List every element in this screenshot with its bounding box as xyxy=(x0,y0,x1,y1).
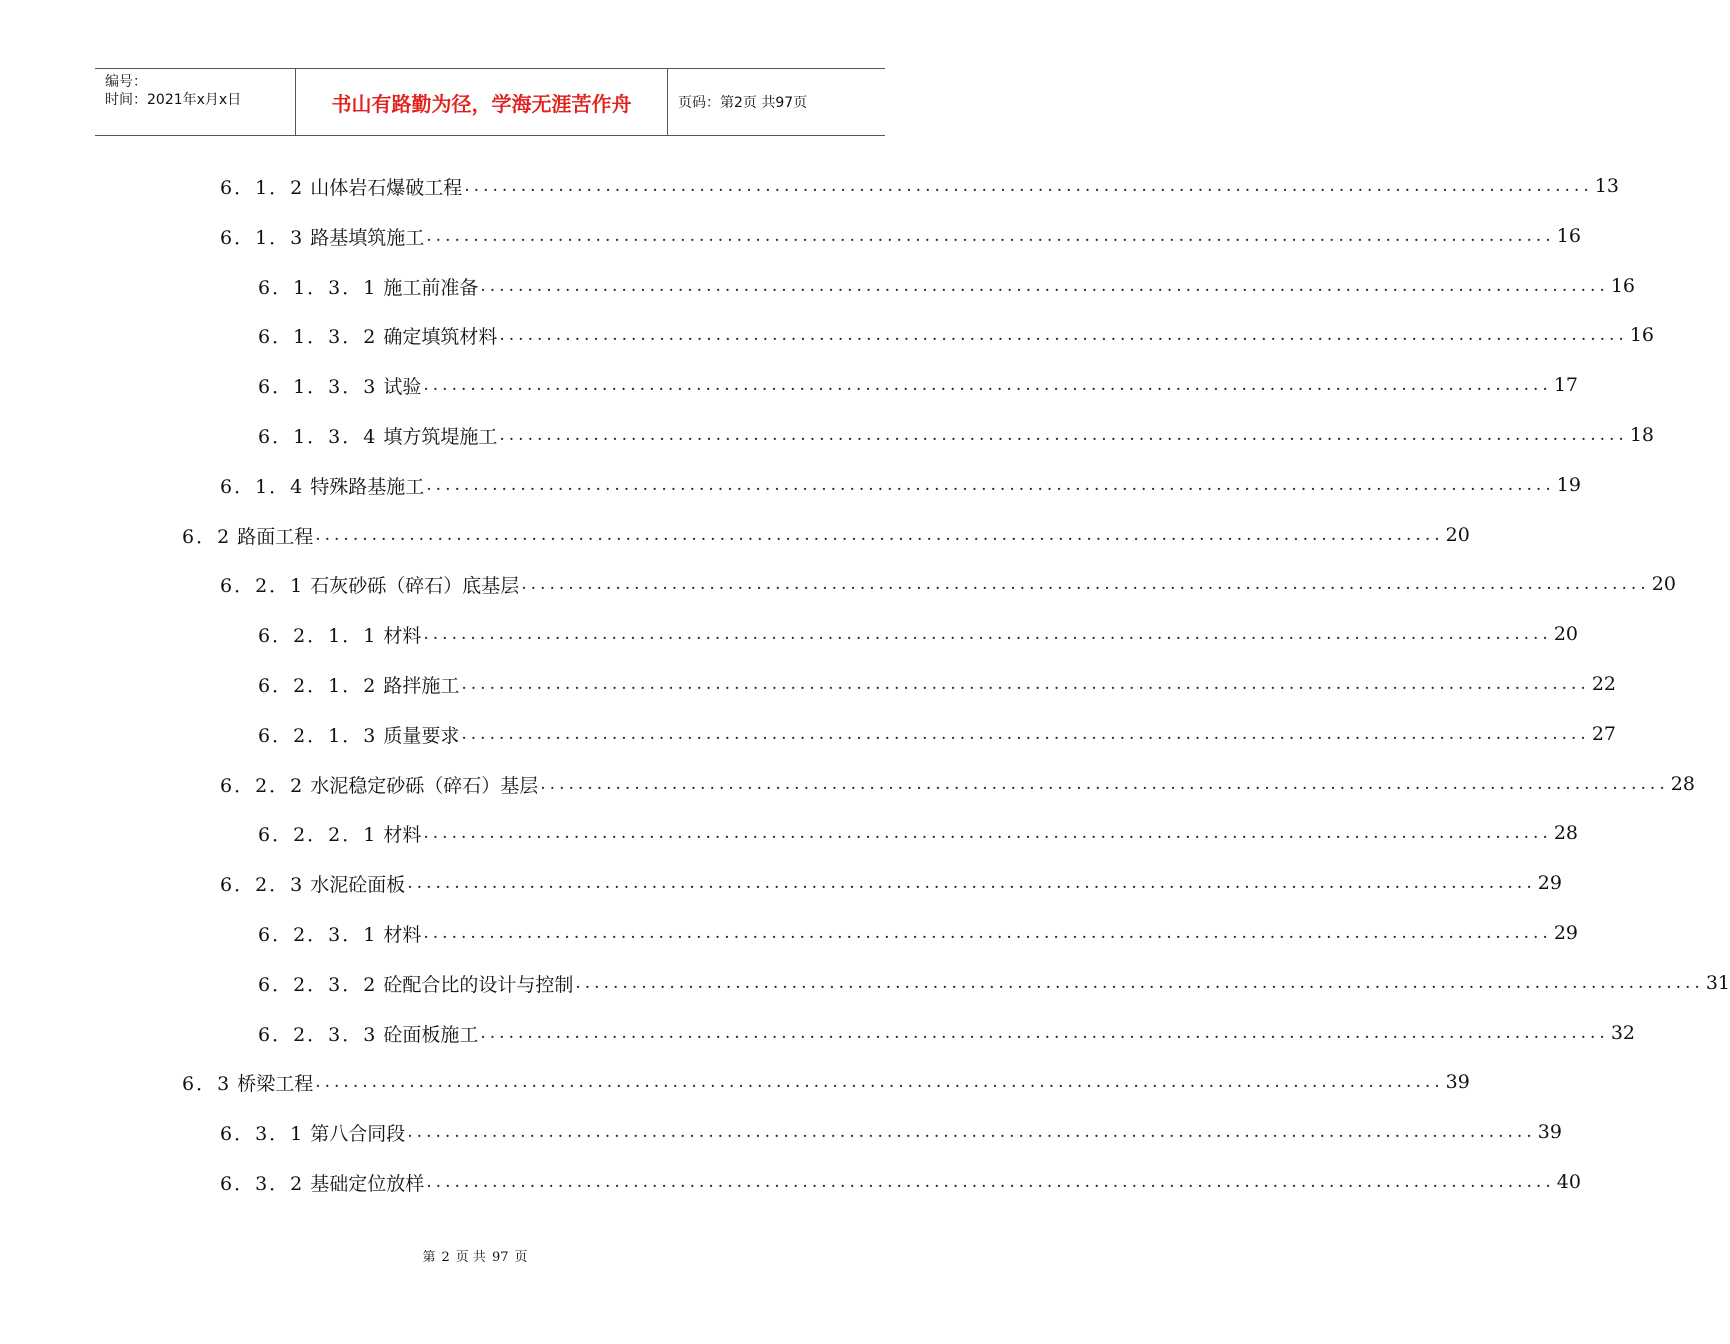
toc-entry-title: 山体岩石爆破工程 xyxy=(310,176,463,199)
header-number-label: 编号： xyxy=(105,74,147,90)
toc-entry-page: 39 xyxy=(1537,1121,1562,1143)
toc-entry-page: 22 xyxy=(1591,673,1617,695)
toc-dot-leader: ........................................................................................................................ xyxy=(315,1072,1444,1092)
footer-total-pages: 97 xyxy=(491,1250,509,1265)
toc-entry-page: 28 xyxy=(1670,773,1695,795)
toc-entry[interactable] xyxy=(220,470,1581,500)
toc-entry[interactable] xyxy=(258,918,1579,948)
toc-entry[interactable] xyxy=(258,619,1579,649)
toc-entry[interactable] xyxy=(258,271,1636,301)
toc-entry[interactable] xyxy=(220,221,1581,251)
toc-entry-title: 砼面板施工 xyxy=(383,1023,479,1046)
toc-entry[interactable] xyxy=(258,320,1655,350)
toc-entry[interactable] xyxy=(220,171,1619,201)
toc-entry-number: 6．2．1．2 xyxy=(258,674,378,697)
toc-entry-title: 质量要求 xyxy=(383,724,460,747)
toc-entry-title: 桥梁工程 xyxy=(237,1072,314,1095)
toc-entry[interactable] xyxy=(220,769,1695,799)
toc-entry-number: 6．1．3．4 xyxy=(258,425,378,448)
toc-entry-page: 20 xyxy=(1651,573,1676,595)
footer-prefix: 第 xyxy=(422,1250,436,1265)
toc-dot-leader: ........................................................................................................................ xyxy=(407,1122,1536,1142)
toc-entry-number: 6．3．2 xyxy=(220,1172,305,1195)
toc-dot-leader: ........................................................................................................................ xyxy=(423,624,1552,644)
toc-entry-title: 确定填筑材料 xyxy=(383,325,498,348)
toc-entry-page: 27 xyxy=(1591,723,1617,745)
toc-entry-number: 6．1．3．1 xyxy=(258,276,378,299)
toc-entry-number: 6．2．1．1 xyxy=(258,624,378,647)
toc-entry[interactable] xyxy=(258,420,1655,450)
toc-entry[interactable] xyxy=(258,818,1579,848)
toc-entry[interactable] xyxy=(258,1018,1636,1048)
toc-entry[interactable] xyxy=(220,1117,1562,1147)
toc-dot-leader: ........................................................................................................................ xyxy=(315,525,1444,545)
toc-entry[interactable] xyxy=(258,968,1730,998)
toc-entry-page: 32 xyxy=(1610,1022,1636,1044)
toc-dot-leader: ........................................................................................................................ xyxy=(426,226,1555,246)
toc-entry-title: 材料 xyxy=(383,823,422,846)
page-footer xyxy=(0,1246,950,1265)
toc-dot-leader: ........................................................................................................................ xyxy=(461,674,1590,694)
toc-entry-title: 石灰砂砾（碎石）底基层 xyxy=(310,574,520,597)
toc-entry-number: 6．2．3．3 xyxy=(258,1023,378,1046)
footer-suffix: 页 xyxy=(514,1250,528,1265)
toc-entry-number: 6．1．4 xyxy=(220,475,305,498)
toc-entry-page: 20 xyxy=(1445,524,1470,546)
toc-entry[interactable] xyxy=(220,569,1676,599)
header-motto: 书山有路勤为径，学海无涯苦作舟 xyxy=(296,69,668,135)
toc-dot-leader: ........................................................................................................................ xyxy=(499,425,1628,445)
toc-entry-number: 6．2．1 xyxy=(220,574,305,597)
toc-dot-leader: ........................................................................................................................ xyxy=(499,325,1628,345)
toc-entry-number: 6．2．1．3 xyxy=(258,724,378,747)
toc-dot-leader: ........................................................................................................................ xyxy=(407,873,1536,893)
toc-entry-title: 填方筑堤施工 xyxy=(383,425,498,448)
toc-entry-number: 6．1．3．2 xyxy=(258,325,378,348)
toc-entry-title: 砼配合比的设计与控制 xyxy=(383,973,574,996)
toc-entry-title: 路拌施工 xyxy=(383,674,460,697)
toc-entry[interactable] xyxy=(182,520,1470,550)
toc-dot-leader: ........................................................................................................................ xyxy=(423,923,1552,943)
toc-entry[interactable] xyxy=(182,1067,1470,1097)
toc-entry-number: 6．2 xyxy=(182,525,232,548)
toc-dot-leader: ........................................................................................................................ xyxy=(426,1172,1555,1192)
toc-entry-page: 13 xyxy=(1594,175,1619,197)
toc-entry-title: 第八合同段 xyxy=(310,1122,406,1145)
toc-entry-page: 16 xyxy=(1629,324,1655,346)
toc-dot-leader: ........................................................................................................................ xyxy=(521,574,1650,594)
toc-entry-title: 路基填筑施工 xyxy=(310,226,425,249)
toc-entry[interactable] xyxy=(258,370,1579,400)
toc-entry-title: 材料 xyxy=(383,624,422,647)
toc-entry-title: 基础定位放样 xyxy=(310,1172,425,1195)
toc-entry-number: 6．1．3．3 xyxy=(258,375,378,398)
toc-entry-page: 29 xyxy=(1553,922,1579,944)
toc-entry-number: 6．1．2 xyxy=(220,176,305,199)
toc-entry-page: 19 xyxy=(1556,474,1581,496)
toc-dot-leader: ........................................................................................................................ xyxy=(426,475,1555,495)
toc-entry[interactable] xyxy=(220,868,1562,898)
toc-entry[interactable] xyxy=(220,1167,1581,1197)
toc-dot-leader: ........................................................................................................................ xyxy=(423,823,1552,843)
toc-entry[interactable] xyxy=(258,669,1617,699)
toc-dot-leader: ........................................................................................................................ xyxy=(480,276,1609,296)
toc-entry-title: 特殊路基施工 xyxy=(310,475,425,498)
toc-dot-leader: ........................................................................................................................ xyxy=(423,375,1552,395)
toc-entry-page: 20 xyxy=(1553,623,1579,645)
toc-entry-number: 6．1．3 xyxy=(220,226,305,249)
header-meta xyxy=(95,69,296,135)
toc-entry-number: 6．3．1 xyxy=(220,1122,305,1145)
header-time-label: 时间：2021年x月x日 xyxy=(105,92,242,108)
toc-entry-page: 29 xyxy=(1537,872,1562,894)
toc-dot-leader: ........................................................................................................................ xyxy=(540,774,1669,794)
toc-entry-page: 18 xyxy=(1629,424,1655,446)
toc-dot-leader: ........................................................................................................................ xyxy=(480,1023,1609,1043)
toc-entry-title: 水泥稳定砂砾（碎石）基层 xyxy=(310,774,539,797)
toc-entry-page: 31 xyxy=(1705,972,1730,994)
toc-entry-number: 6．2．3．2 xyxy=(258,973,378,996)
toc-entry-title: 材料 xyxy=(383,923,422,946)
toc-dot-leader: ........................................................................................................................ xyxy=(464,176,1593,196)
toc-entry-number: 6．2．2．1 xyxy=(258,823,378,846)
toc-entry-title: 试验 xyxy=(383,375,422,398)
footer-page-number: 2 xyxy=(441,1250,450,1265)
toc-entry[interactable] xyxy=(258,719,1617,749)
toc-entry-page: 16 xyxy=(1610,275,1636,297)
toc-entry-page: 16 xyxy=(1556,225,1581,247)
toc-entry-number: 6．2．3．1 xyxy=(258,923,378,946)
toc-dot-leader: ........................................................................................................................ xyxy=(461,724,1590,744)
toc-entry-title: 水泥砼面板 xyxy=(310,873,406,896)
header-page-label: 页码：第2页 共97页 xyxy=(678,95,808,111)
toc-entry-page: 39 xyxy=(1445,1071,1470,1093)
toc-entry-number: 6．3 xyxy=(182,1072,232,1095)
footer-mid: 页 共 xyxy=(455,1250,486,1265)
toc-entry-page: 17 xyxy=(1553,374,1579,396)
toc-entry-title: 施工前准备 xyxy=(383,276,479,299)
page-header xyxy=(95,68,885,136)
toc-entry-title: 路面工程 xyxy=(237,525,314,548)
toc-entry-number: 6．2．2 xyxy=(220,774,305,797)
toc-dot-leader: ........................................................................................................................ xyxy=(575,973,1704,993)
toc-entry-number: 6．2．3 xyxy=(220,873,305,896)
toc-entry-page: 40 xyxy=(1556,1171,1581,1193)
toc-entry-page: 28 xyxy=(1553,822,1579,844)
